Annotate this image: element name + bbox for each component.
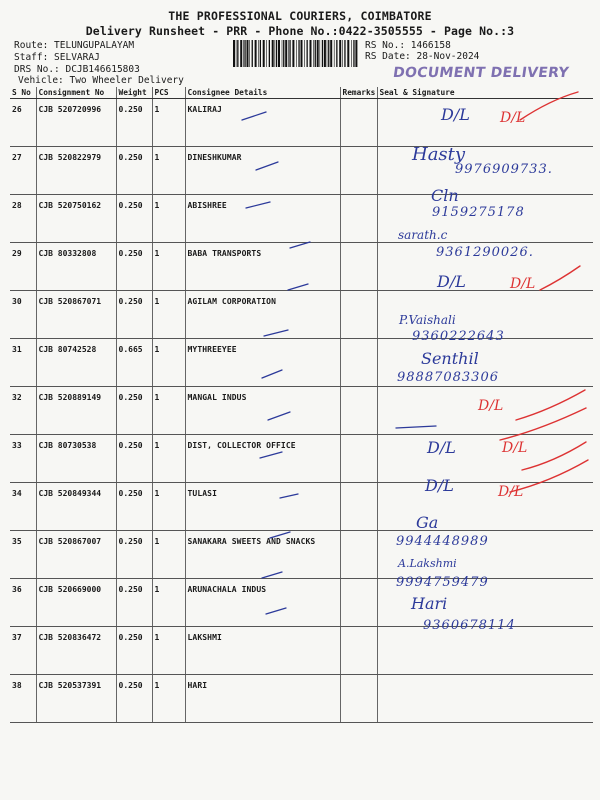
barcode-image bbox=[232, 40, 358, 67]
cell-weight: 0.250 bbox=[116, 99, 152, 147]
cell-signature bbox=[377, 243, 593, 291]
cell-sno: 26 bbox=[10, 99, 36, 147]
cell-consignee: TULASI bbox=[185, 483, 340, 531]
cell-weight: 0.250 bbox=[116, 483, 152, 531]
cell-weight: 0.250 bbox=[116, 291, 152, 339]
cell-signature bbox=[377, 579, 593, 627]
cell-consignee: ABISHREE bbox=[185, 195, 340, 243]
cell-sno: 31 bbox=[10, 339, 36, 387]
cell-pcs: 1 bbox=[152, 483, 185, 531]
cell-consignment-no: CJB 80742528 bbox=[36, 339, 116, 387]
phone-r38: 9360678114 bbox=[423, 618, 516, 633]
col-remarks: Remarks bbox=[340, 87, 377, 99]
cell-pcs: 1 bbox=[152, 99, 185, 147]
col-pcs: PCS bbox=[152, 87, 185, 99]
cell-signature bbox=[377, 483, 593, 531]
cell-sno: 30 bbox=[10, 291, 36, 339]
cell-consignment-no: CJB 520537391 bbox=[36, 675, 116, 723]
signature-r30: D/L bbox=[437, 272, 466, 291]
phone-r29: 9361290026. bbox=[436, 245, 534, 260]
runsheet-table bbox=[10, 87, 593, 723]
signature-r26: D/L bbox=[441, 105, 470, 124]
cell-remarks bbox=[340, 483, 377, 531]
cell-signature bbox=[377, 531, 593, 579]
vehicle-label: Vehicle: Two Wheeler Delivery bbox=[18, 75, 184, 86]
cell-signature bbox=[377, 339, 593, 387]
rs-date: RS Date: 28-Nov-2024 bbox=[365, 51, 480, 62]
cell-consignee: DIST, COLLECTOR OFFICE bbox=[185, 435, 340, 483]
cell-consignment-no: CJB 520822979 bbox=[36, 147, 116, 195]
cell-consignment-no: CJB 520889149 bbox=[36, 387, 116, 435]
signature-r34: D/L bbox=[427, 438, 456, 457]
cell-consignee: KALIRAJ bbox=[185, 99, 340, 147]
table-row bbox=[10, 243, 593, 291]
signature-r36: Ga bbox=[416, 513, 439, 532]
cell-consignee: HARI bbox=[185, 675, 340, 723]
cell-consignee: SANAKARA SWEETS AND SNACKS bbox=[185, 531, 340, 579]
cell-consignee: LAKSHMI bbox=[185, 627, 340, 675]
cell-consignment-no: CJB 520669000 bbox=[36, 579, 116, 627]
col-consignment: Consignment No bbox=[36, 87, 116, 99]
red-mark-r26: D/L bbox=[500, 110, 526, 126]
table-row bbox=[10, 579, 593, 627]
runsheet-subtitle: Delivery Runsheet - PRR - Phone No.:0422-3505555 - Page No.:3 bbox=[85, 24, 515, 38]
cell-signature bbox=[377, 195, 593, 243]
phone-r31: 9360222643 bbox=[412, 329, 505, 344]
cell-signature bbox=[377, 387, 593, 435]
cell-consignment-no: CJB 520720996 bbox=[36, 99, 116, 147]
col-weight: Weight bbox=[116, 87, 152, 99]
cell-weight: 0.250 bbox=[116, 387, 152, 435]
cell-consignment-no: CJB 520836472 bbox=[36, 627, 116, 675]
cell-consignee: MYTHREEYEE bbox=[185, 339, 340, 387]
rs-number: RS No.: 1466158 bbox=[365, 40, 451, 51]
cell-sno: 27 bbox=[10, 147, 36, 195]
cell-signature bbox=[377, 291, 593, 339]
cell-remarks bbox=[340, 627, 377, 675]
cell-remarks bbox=[340, 387, 377, 435]
cell-consignee: MANGAL INDUS bbox=[185, 387, 340, 435]
cell-weight: 0.250 bbox=[116, 531, 152, 579]
cell-weight: 0.250 bbox=[116, 675, 152, 723]
phone-r27: 9976909733. bbox=[455, 162, 553, 177]
cell-signature bbox=[377, 147, 593, 195]
cell-remarks bbox=[340, 531, 377, 579]
cell-sno: 35 bbox=[10, 531, 36, 579]
table-row bbox=[10, 147, 593, 195]
signature-r38: Hari bbox=[411, 594, 448, 613]
cell-remarks bbox=[340, 147, 377, 195]
table-row bbox=[10, 195, 593, 243]
cell-remarks bbox=[340, 339, 377, 387]
table-row bbox=[10, 675, 593, 723]
cell-sno: 37 bbox=[10, 627, 36, 675]
cell-weight: 0.665 bbox=[116, 339, 152, 387]
cell-sno: 32 bbox=[10, 387, 36, 435]
col-sno: S No bbox=[10, 87, 36, 99]
cell-signature bbox=[377, 99, 593, 147]
cell-pcs: 1 bbox=[152, 291, 185, 339]
cell-sno: 38 bbox=[10, 675, 36, 723]
cell-sno: 29 bbox=[10, 243, 36, 291]
col-seal-signature: Seal & Signature bbox=[377, 87, 593, 99]
table-row bbox=[10, 531, 593, 579]
cell-pcs: 1 bbox=[152, 195, 185, 243]
red-mark-r30: D/L bbox=[510, 276, 536, 292]
cell-remarks bbox=[340, 291, 377, 339]
cell-consignee: ARUNACHALA INDUS bbox=[185, 579, 340, 627]
staff-label: Staff: SELVARAJ bbox=[14, 52, 100, 63]
cell-consignee: AGILAM CORPORATION bbox=[185, 291, 340, 339]
cell-pcs: 1 bbox=[152, 627, 185, 675]
col-consignee: Consignee Details bbox=[185, 87, 340, 99]
table-row bbox=[10, 291, 593, 339]
cell-weight: 0.250 bbox=[116, 147, 152, 195]
name-r31: P.Vaishali bbox=[399, 313, 456, 327]
cell-sno: 34 bbox=[10, 483, 36, 531]
phone-r28: 9159275178 bbox=[432, 205, 525, 220]
table-row bbox=[10, 99, 593, 147]
cell-sno: 33 bbox=[10, 435, 36, 483]
cell-pcs: 1 bbox=[152, 147, 185, 195]
company-title: THE PROFESSIONAL COURIERS, COIMBATORE bbox=[168, 9, 432, 23]
route-label: Route: TELUNGUPALAYAM bbox=[14, 40, 135, 51]
table-header-row bbox=[10, 87, 593, 99]
cell-signature bbox=[377, 627, 593, 675]
table-row bbox=[10, 627, 593, 675]
cell-signature bbox=[377, 435, 593, 483]
cell-remarks bbox=[340, 579, 377, 627]
cell-weight: 0.250 bbox=[116, 195, 152, 243]
cell-pcs: 1 bbox=[152, 579, 185, 627]
cell-consignee: DINESHKUMAR bbox=[185, 147, 340, 195]
cell-weight: 0.250 bbox=[116, 243, 152, 291]
table-row bbox=[10, 435, 593, 483]
cell-sno: 36 bbox=[10, 579, 36, 627]
name-r37: A.Lakshmi bbox=[398, 557, 457, 570]
signature-r28: Cln bbox=[431, 186, 459, 205]
cell-remarks bbox=[340, 99, 377, 147]
cell-remarks bbox=[340, 195, 377, 243]
phone-r36: 9944448989 bbox=[396, 534, 489, 549]
cell-consignment-no: CJB 520867007 bbox=[36, 531, 116, 579]
signature-r35: D/L bbox=[425, 476, 454, 495]
cell-consignment-no: CJB 520849344 bbox=[36, 483, 116, 531]
cell-pcs: 1 bbox=[152, 675, 185, 723]
cell-pcs: 1 bbox=[152, 339, 185, 387]
cell-sno: 28 bbox=[10, 195, 36, 243]
phone-r37: 9994759479 bbox=[396, 575, 489, 590]
cell-pcs: 1 bbox=[152, 531, 185, 579]
cell-weight: 0.250 bbox=[116, 579, 152, 627]
cell-weight: 0.250 bbox=[116, 627, 152, 675]
table-row bbox=[10, 483, 593, 531]
cell-pcs: 1 bbox=[152, 435, 185, 483]
signature-r27: Hasty bbox=[412, 144, 466, 165]
cell-pcs: 1 bbox=[152, 243, 185, 291]
document-delivery-stamp: DOCUMENT DELIVERY bbox=[391, 65, 570, 81]
red-mark-r34: D/L bbox=[502, 440, 528, 456]
red-mark-r35: D/L bbox=[498, 484, 524, 500]
name-r29: sarath.c bbox=[398, 228, 448, 242]
table-row bbox=[10, 339, 593, 387]
cell-signature bbox=[377, 675, 593, 723]
drs-label: DRS No.: DCJB146615803 bbox=[14, 64, 140, 75]
red-mark-r33: D/L bbox=[478, 398, 504, 414]
cell-consignment-no: CJB 80332808 bbox=[36, 243, 116, 291]
phone-r32: 98887083306 bbox=[397, 370, 499, 385]
cell-consignment-no: CJB 80730538 bbox=[36, 435, 116, 483]
cell-pcs: 1 bbox=[152, 387, 185, 435]
name-r32: Senthil bbox=[421, 349, 479, 368]
cell-consignment-no: CJB 520867071 bbox=[36, 291, 116, 339]
cell-remarks bbox=[340, 243, 377, 291]
table-row bbox=[10, 387, 593, 435]
cell-consignee: BABA TRANSPORTS bbox=[185, 243, 340, 291]
cell-remarks bbox=[340, 675, 377, 723]
cell-remarks bbox=[340, 435, 377, 483]
cell-consignment-no: CJB 520750162 bbox=[36, 195, 116, 243]
cell-weight: 0.250 bbox=[116, 435, 152, 483]
